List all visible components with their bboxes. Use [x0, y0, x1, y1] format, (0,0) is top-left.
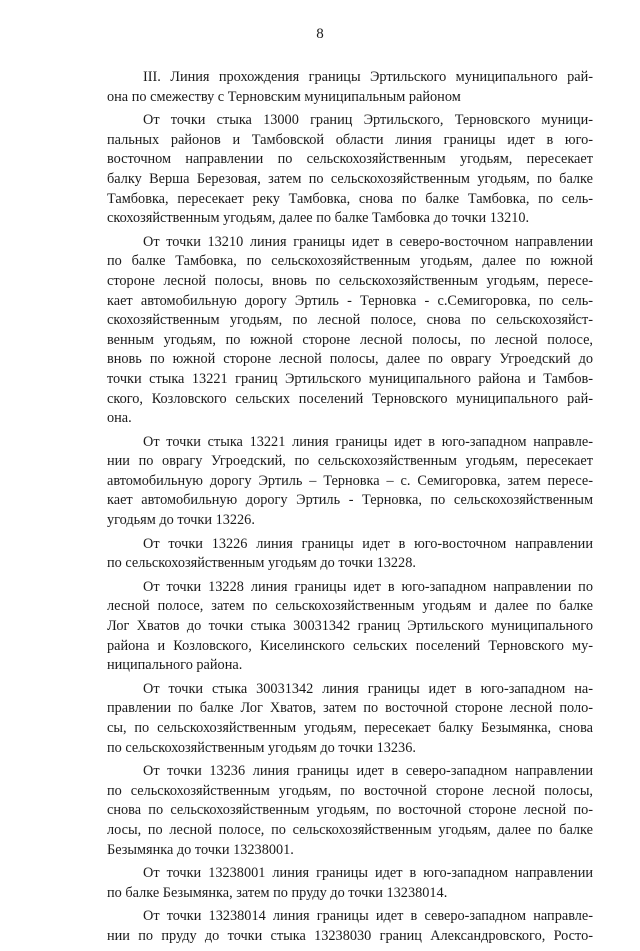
text-line: автомобильную дорогу Эртиль – Терновка – с. Семигоровка, затем пересе- [107, 472, 593, 489]
text-line: по сельскохозяйственным угодьям до точки 13236. [107, 739, 416, 756]
text-line: стороне лесной полосы, вновь по сельскохозяйственным угодьям, пересе- [107, 272, 593, 289]
text-line: Тамбовка, пересекает реку Тамбовка, снова по балке Тамбовка, по сель- [107, 190, 593, 207]
text-line: III. Линия прохождения границы Эртильского муниципального рай- [143, 69, 593, 85]
text-line: по сельскохозяйственным угодьям до точки 13228. [107, 555, 416, 572]
paragraph [107, 535, 593, 574]
text-line: От точки стыка 30031342 линия границы идет в юго-западном на- [143, 680, 593, 697]
page-number: 8 [316, 26, 324, 42]
text-line: правлении по балке Лог Хватов, затем по восточной стороне лесной поло- [107, 700, 593, 717]
paragraph [107, 680, 593, 758]
text-line: лосы, по лесной полосе, по сельскохозяйственным угодьям, далее по балке [107, 821, 593, 838]
text-line: снова по сельскохозяйственным угодьям, по восточной стороне лесной по- [107, 802, 593, 819]
text-line: нии по пруду до точки стыка 13238030 границ Александровского, Росто- [107, 927, 593, 944]
text-line: по сельскохозяйственным угодьям, по восточной стороне лесной полосы, [107, 782, 593, 799]
text-line: ниципального района. [107, 657, 243, 674]
text-line: пальных районов и Тамбовской области линия границы идет в юго- [107, 131, 593, 148]
text-line: венным угодьям, по южной стороне лесной полосы, по лесной полосе, [107, 331, 593, 348]
text-line: От точки стыка 13221 линия границы идет в юго-западном направле- [143, 433, 593, 450]
paragraph [107, 111, 593, 229]
text-line: От точки 13226 линия границы идет в юго-восточном направлении [143, 535, 593, 552]
text-line: От точки 13236 линия границы идет в северо-западном направлении [143, 763, 593, 780]
text-line: восточном направлении по сельскохозяйственным угодьям, пересекает [107, 151, 593, 168]
paragraph [107, 433, 593, 531]
paragraph [107, 864, 593, 903]
text-line: скохозяйственным угодьям, по лесной полосе, снова по сельскохозяйст- [107, 312, 593, 329]
text-line: по балке Безымянка, затем по пруду до точки 13238014. [107, 884, 448, 901]
text-line: сы, по сельскохозяйственным угодьям, пересекает балку Безымянка, снова [107, 720, 593, 736]
text-line: она. [107, 410, 132, 427]
text-line: нии по оврагу Угроедский, по сельскохозяйственным угодьям, пересекает [107, 453, 593, 470]
text-line: От точки 13238001 линия границы идет в юго-западном направлении [143, 865, 593, 882]
paragraph [107, 907, 593, 946]
text-line: От точки 13210 линия границы идет в северо-восточном направлении [143, 233, 593, 250]
paragraph [107, 68, 593, 107]
paragraph [107, 578, 593, 676]
text-line: кает автомобильную дорогу Эртиль - Терновка, по сельскохозяйственным [107, 492, 593, 509]
text-line: балку Верша Березовая, затем по сельскохозяйственным угодьям, по балке [107, 170, 593, 187]
text-line: вновь по южной стороне лесной полосы, далее по оврагу Угроедский до [107, 351, 593, 368]
text-line: района и Козловского, Киселинского сельских поселений Терновского му- [107, 637, 593, 654]
text-line: Безымянка до точки 13238001. [107, 841, 294, 858]
text-line: по балке Тамбовка, по сельскохозяйственным угодьям, далее по южной [107, 253, 593, 270]
text-line: лесной полосе, затем по сельскохозяйственным угодьям и далее по балке [107, 598, 593, 615]
text-line: точки стыка 13221 границ Эртильского муниципального района и Тамбов- [107, 370, 593, 387]
document-body [107, 68, 593, 951]
paragraph [107, 233, 593, 429]
text-line: ского, Козловского сельских поселений Терновского муниципального рай- [107, 390, 593, 407]
text-line: угодьям до точки 13226. [107, 512, 255, 529]
paragraph [107, 762, 593, 860]
text-line: кает автомобильную дорогу Эртиль - Терновка - с.Семигоровка, по сель- [107, 292, 593, 309]
text-line: От точки 13238014 линия границы идет в северо-западном направле- [143, 908, 593, 925]
text-line: Лог Хватов до точки стыка 30031342 границ Эртильского муниципального [107, 618, 593, 635]
text-line: скохозяйственным угодьям, далее по балке Тамбовка до точки 13210. [107, 210, 530, 227]
text-line: она по смежеству с Терновским муниципальным районом [107, 88, 461, 105]
text-line: От точки стыка 13000 границ Эртильского, Терновского муници- [143, 112, 593, 129]
text-line: От точки 13228 линия границы идет в юго-западном направлении по [143, 578, 593, 595]
